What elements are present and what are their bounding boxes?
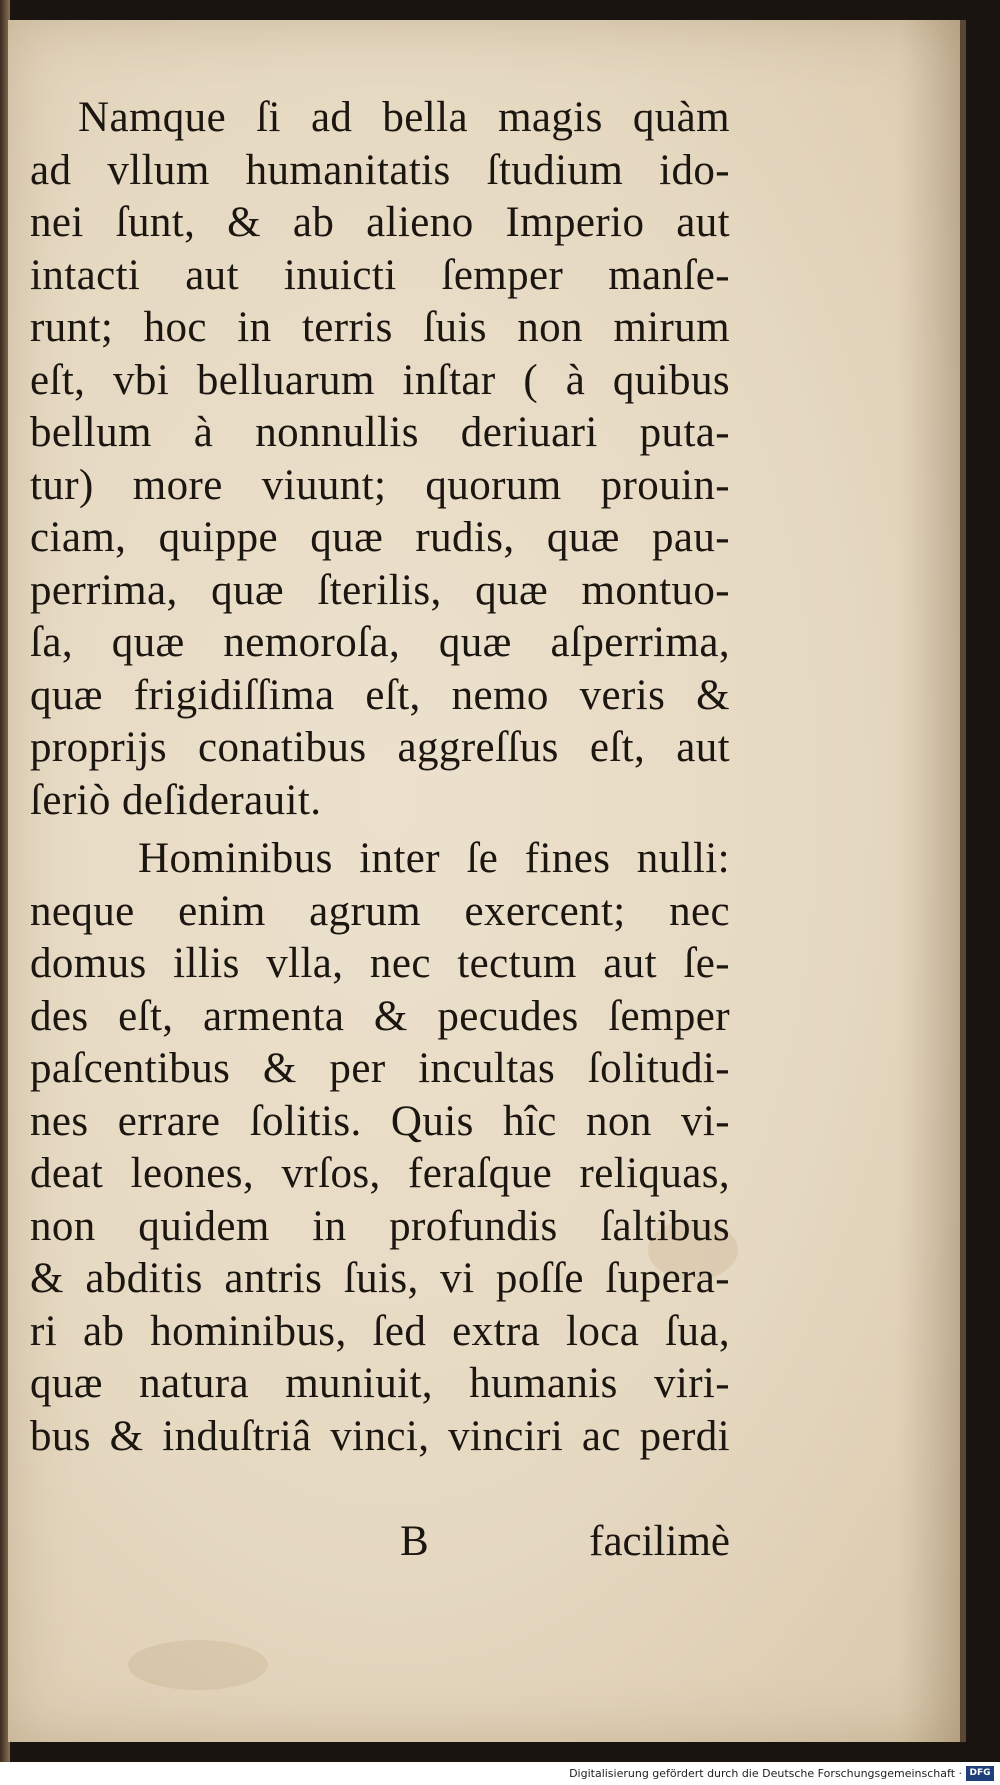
text-line: nei ſunt, & ab alieno Imperio aut <box>30 199 730 246</box>
text-line: ſa, quæ nemoroſa, quæ aſperrima, <box>30 619 730 666</box>
text-line: non quidem in profundis ſaltibus <box>30 1202 730 1250</box>
text-line: quæ natura muniuit, humanis viri- <box>30 1360 730 1407</box>
text-line: paſcentibus & per incultas ſolitudi- <box>30 1045 730 1092</box>
text-line: perrima, quæ ſterilis, quæ montuo- <box>30 566 730 614</box>
text-line: quæ frigidiſſima eſt, nemo veris & <box>30 671 730 719</box>
text-line: bellum à nonnullis deriuari puta- <box>30 409 730 456</box>
text-line: intacti aut inuicti ſemper manſe- <box>30 251 730 299</box>
text-line: ri ab hominibus, ſed extra loca ſua, <box>30 1307 730 1355</box>
dfg-logo-icon: DFG <box>966 1766 994 1781</box>
body-text <box>30 92 730 1463</box>
text-line: eſt, vbi belluarum inſtar ( à quibus <box>30 356 730 404</box>
text-line: ad vllum humanitatis ſtudium ido- <box>30 146 730 194</box>
digitization-credit: Digitalisierung gefördert durch die Deutsche Forschungsgemeinschaft · <box>569 1767 962 1780</box>
text-line: domus illis vlla, nec tectum aut ſe- <box>30 940 730 987</box>
text-line: ſeriò deſiderauit. <box>30 776 322 824</box>
book-page <box>8 20 966 1742</box>
signature-mark: B <box>400 1518 429 1565</box>
text-line: runt; hoc in terris ſuis non mirum <box>30 304 730 351</box>
text-line: Hominibus inter ſe fines nulli: <box>138 835 730 882</box>
text-line: neque enim agrum exercent; nec <box>30 887 730 935</box>
page-footer <box>30 1516 730 1568</box>
text-line: nes errare ſolitis. Quis hîc non vi- <box>30 1097 730 1145</box>
page-curl-shadow <box>900 20 960 1742</box>
text-line: deat leones, vrſos, feraſque reliquas, <box>30 1150 730 1197</box>
text-line: des eſt, armenta & pecudes ſemper <box>30 992 730 1040</box>
text-line: bus & induſtriâ vinci, vinciri ac perdi <box>30 1412 730 1460</box>
text-line: Namque ſi ad bella magis quàm <box>78 94 730 141</box>
paper-stain <box>128 1640 268 1690</box>
text-line: & abditis antris ſuis, vi poſſe ſupera- <box>30 1255 730 1302</box>
catchword: facilimè <box>589 1518 730 1565</box>
text-line: ciam, quippe quæ rudis, quæ pau- <box>30 514 730 561</box>
text-line: proprijs conatibus aggreſſus eſt, aut <box>30 724 730 771</box>
text-line: tur) more viuunt; quorum prouin- <box>30 461 730 509</box>
